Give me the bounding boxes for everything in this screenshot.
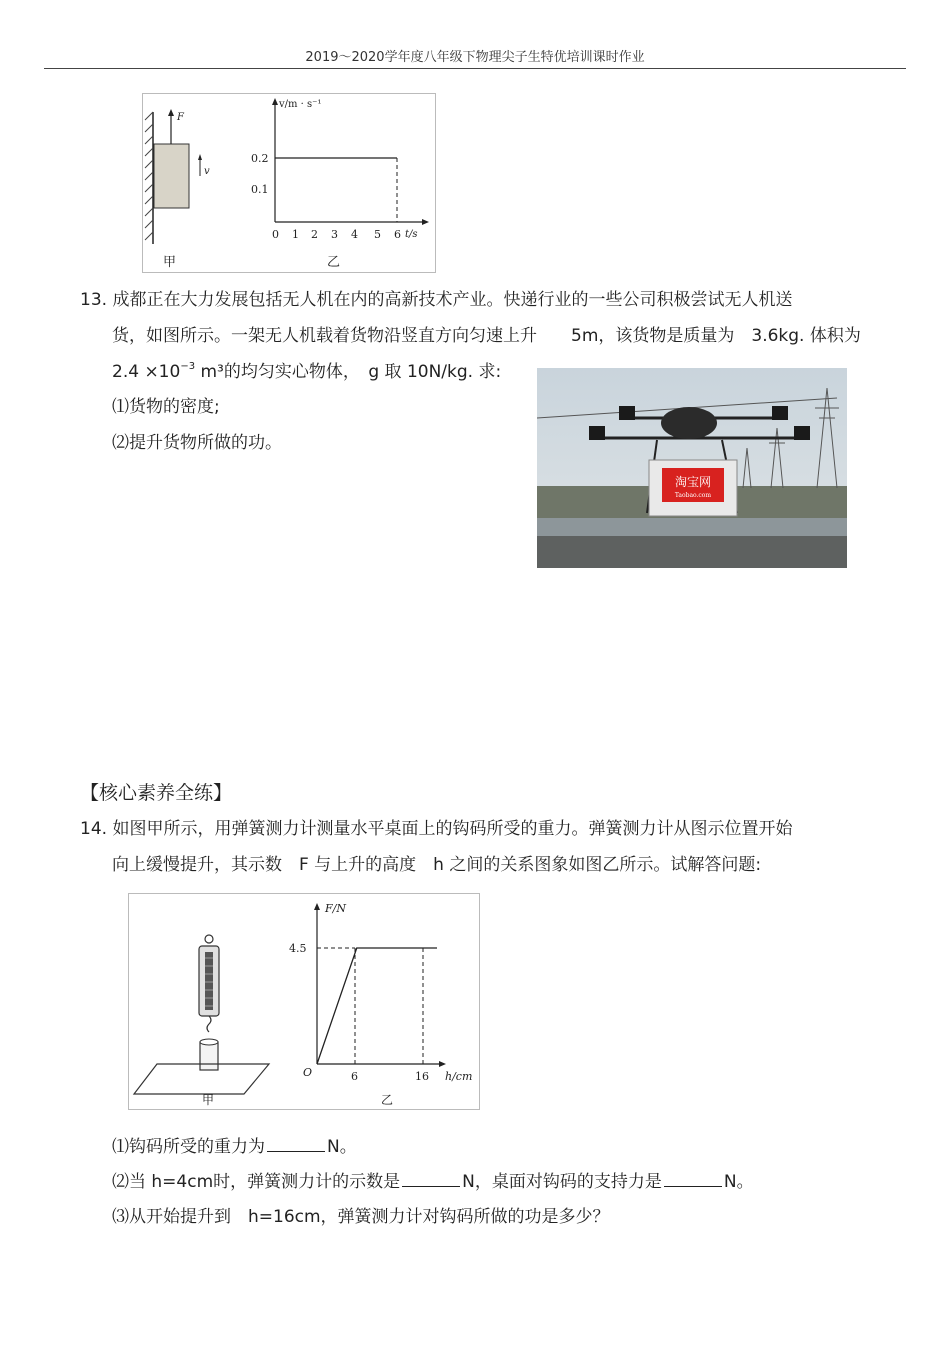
y-tick-4.5: 4.5	[289, 942, 307, 955]
page-header: 2019～2020学年度八年级下物理尖子生特优培训课时作业	[305, 50, 645, 65]
figure-q12	[142, 93, 436, 273]
q13-line1: 13. 成都正在大力发展包括无人机在内的高新技术产业。快递行业的一些公司积极尝试无人机送	[80, 290, 793, 310]
force-arrow-head	[168, 109, 174, 116]
figure-label-right: 乙	[381, 1093, 394, 1107]
q13-line3-b: m³的均匀实心物体， g 取 10N/kg. 求:	[195, 362, 502, 382]
q14-answer-blank-3[interactable]	[664, 1170, 722, 1187]
scale-window	[205, 952, 213, 1010]
drone-photo-svg	[537, 368, 847, 568]
x-tick-0: 0	[272, 228, 279, 241]
velocity-label: v	[204, 166, 210, 177]
block	[154, 144, 189, 208]
y-axis-label: v/m · s⁻¹	[279, 99, 322, 110]
section-title: 【核心素养全练】	[80, 782, 233, 804]
velocity-arrow-head	[198, 154, 202, 160]
drone-photo	[537, 368, 847, 568]
x-axis-label: t/s	[405, 229, 418, 240]
x-tick-3: 3	[331, 228, 338, 241]
q13-sub2: ⑵提升货物所做的功。	[112, 433, 282, 453]
x-tick-16: 16	[415, 1070, 429, 1083]
header-divider	[44, 68, 906, 69]
q14-sub1-text: ⑴钩码所受的重力为	[112, 1137, 265, 1157]
q13-sub1: ⑴货物的密度;	[112, 397, 220, 417]
q14-line2: 向上缓慢提升，其示数 F 与上升的高度 h 之间的关系图象如图乙所示。试解答问题:	[112, 855, 762, 875]
figure-q14-svg	[129, 894, 479, 1109]
figure-label-left: 甲	[163, 255, 177, 270]
q14-sub2-mid: N，桌面对钩码的支持力是	[462, 1172, 662, 1192]
hook-weight-top	[200, 1039, 218, 1045]
x-axis-arrow	[439, 1061, 446, 1067]
cargo-sign-text: 淘宝网	[674, 475, 712, 489]
q14-answer-blank-2[interactable]	[402, 1170, 460, 1187]
y-tick-0.1: 0.1	[251, 183, 269, 196]
origin-label: O	[303, 1066, 313, 1079]
riverbank	[537, 536, 847, 568]
x-axis-label: h/cm	[445, 1070, 473, 1083]
q14-sub2-unit: N。	[723, 1172, 754, 1192]
x-tick-1: 1	[292, 228, 299, 241]
x-axis-arrow	[422, 219, 429, 225]
figure-label-right: 乙	[327, 255, 341, 270]
x-tick-5: 5	[374, 228, 381, 241]
q13-line3-sup: −3	[180, 361, 196, 372]
wall-hatching	[145, 112, 153, 240]
q13-line2: 货，如图所示。一架无人机载着货物沿竖直方向匀速上升 5m，该货物是质量为 3.6kg. 体积为	[112, 326, 861, 346]
q13-line3	[112, 361, 501, 386]
q14-sub2	[112, 1170, 754, 1193]
scale-hook	[207, 1016, 211, 1032]
q14-sub1-unit: N。	[327, 1137, 357, 1157]
x-tick-6: 6	[394, 228, 401, 241]
figure-q14	[128, 893, 480, 1110]
q14-line1: 14. 如图甲所示，用弹簧测力计测量水平桌面上的钩码所受的重力。弹簧测力计从图示位置开始	[80, 819, 793, 839]
force-height-line	[317, 948, 437, 1064]
cargo-sign-subtext: Taobao.com	[674, 492, 712, 499]
q14-sub3: ⑶从开始提升到 h=16cm，弹簧测力计对钩码所做的功是多少？	[112, 1207, 610, 1227]
x-tick-4: 4	[351, 228, 358, 241]
y-tick-0.2: 0.2	[251, 152, 269, 165]
q13-line3-a: 2.4 ×10	[112, 362, 181, 382]
x-tick-6: 6	[351, 1070, 358, 1083]
scale-ring	[205, 935, 213, 943]
q14-sub2-text: ⑵当 h=4cm时，弹簧测力计的示数是	[112, 1172, 401, 1192]
x-tick-2: 2	[311, 228, 318, 241]
figure-q12-svg	[143, 94, 435, 272]
force-label: F	[177, 112, 184, 123]
figure-label-left: 甲	[202, 1093, 215, 1107]
y-axis-label: F/N	[325, 902, 346, 915]
y-axis-arrow	[314, 903, 320, 910]
q14-sub1	[112, 1135, 357, 1158]
q14-answer-blank-1[interactable]	[267, 1135, 325, 1152]
hook-weight	[200, 1042, 218, 1070]
drone-body	[661, 407, 717, 439]
y-axis-arrow	[272, 98, 278, 105]
